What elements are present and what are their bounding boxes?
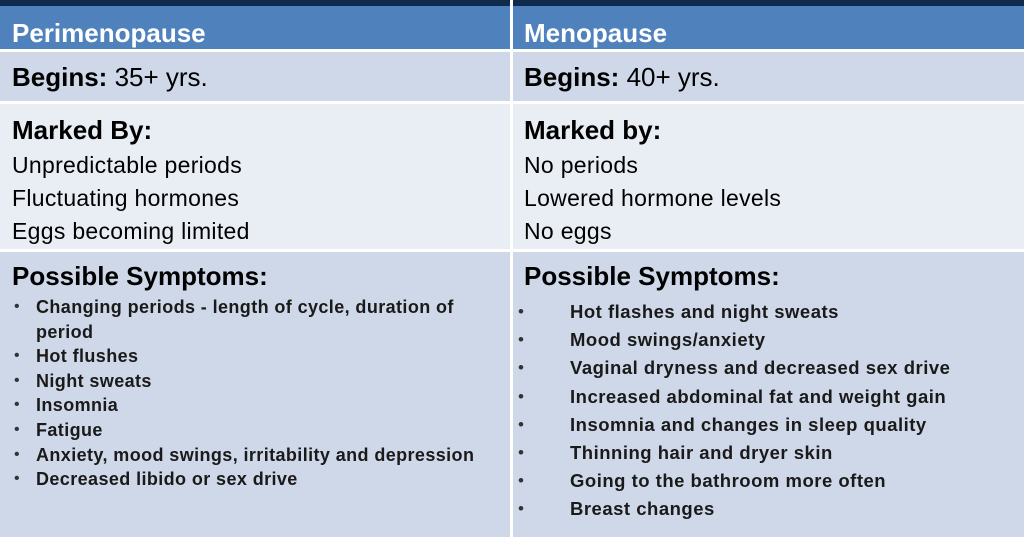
list-item: • Vaginal dryness and decreased sex drive: [570, 354, 1024, 382]
symptoms-list: [0, 295, 512, 492]
list-item: Eggs becoming limited: [12, 218, 250, 244]
column-divider: [510, 0, 513, 537]
begins-cell-menopause: [512, 51, 1024, 103]
list-item: • Fatigue: [36, 418, 512, 443]
marked-list: [524, 149, 1024, 248]
list-item: • Insomnia and changes in sleep quality: [570, 411, 1024, 439]
begins-value: 35+ yrs.: [107, 62, 208, 92]
list-item: • Decreased libido or sex drive: [36, 467, 512, 492]
header-perimenopause: Perimenopause: [0, 6, 512, 51]
list-item: • Going to the bathroom more often: [570, 467, 1024, 495]
list-item: • Changing periods - length of cycle, duration of period: [36, 295, 512, 344]
symptoms-title: Possible Symptoms:: [12, 261, 268, 291]
symptoms-cell-perimenopause: [0, 251, 512, 537]
header-menopause: Menopause: [512, 6, 1024, 51]
list-item: Fluctuating hormones: [12, 185, 240, 211]
list-item: • Breast changes: [570, 495, 1024, 523]
marked-title: Marked By:: [12, 115, 153, 145]
list-item: • Night sweats: [36, 369, 512, 394]
list-item: No periods: [524, 152, 639, 178]
begins-cell-perimenopause: [0, 51, 512, 103]
list-item: • Increased abdominal fat and weight gain: [570, 383, 1024, 411]
begins-text: [512, 51, 1024, 90]
list-item: Unpredictable periods: [12, 152, 243, 178]
begins-value: 40+ yrs.: [619, 62, 720, 92]
list-item: No eggs: [524, 218, 612, 244]
symptoms-title: Possible Symptoms:: [524, 261, 780, 291]
list-item: • Mood swings/anxiety: [570, 326, 1024, 354]
marked-cell-perimenopause: [0, 103, 512, 251]
list-item: • Anxiety, mood swings, irritability and depression: [36, 443, 512, 468]
begins-label: Begins:: [524, 62, 620, 92]
symptoms-cell-menopause: [512, 251, 1024, 537]
list-item: • Insomnia: [36, 393, 512, 418]
list-item: • Hot flashes and night sweats: [570, 298, 1024, 326]
list-item: • Hot flushes: [36, 344, 512, 369]
row-divider: [0, 101, 1024, 104]
row-divider: [0, 249, 1024, 252]
row-divider: [0, 49, 1024, 52]
symptoms-list: [512, 298, 1024, 524]
marked-list: [12, 149, 512, 248]
marked-title: Marked by:: [524, 115, 662, 145]
marked-cell-menopause: [512, 103, 1024, 251]
list-item: • Thinning hair and dryer skin: [570, 439, 1024, 467]
begins-label: Begins:: [12, 62, 108, 92]
list-item: Lowered hormone levels: [524, 185, 782, 211]
begins-text: [0, 51, 512, 90]
